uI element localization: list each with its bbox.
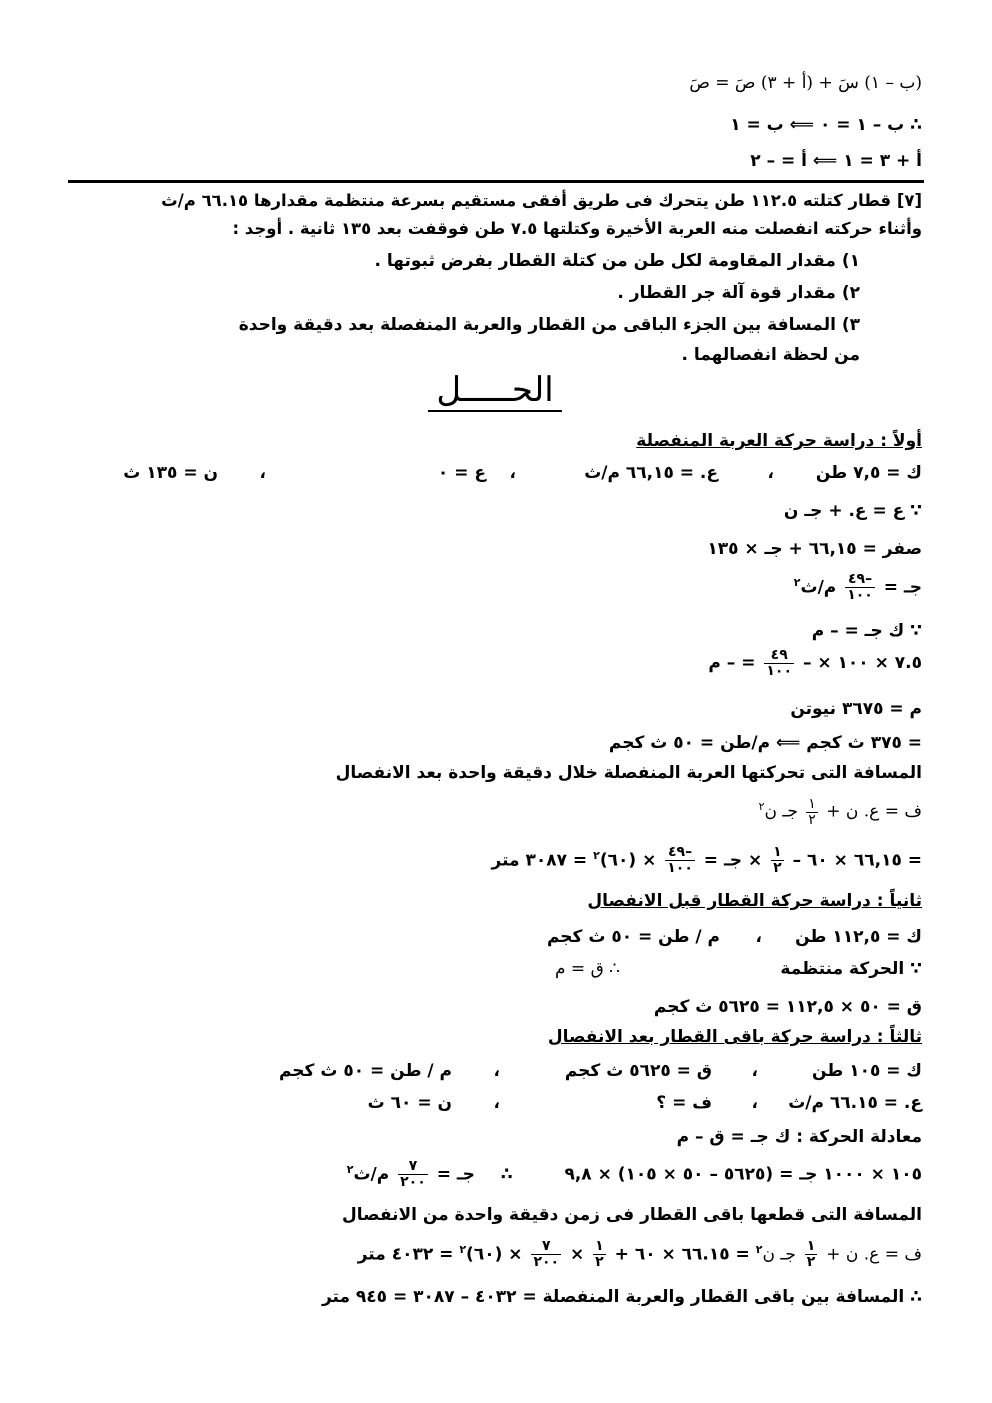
p3-dist-half bbox=[805, 1239, 818, 1270]
part1-eq-newton: ∵ ك جـ = – م bbox=[811, 621, 922, 641]
p3-dist-acc bbox=[531, 1239, 561, 1270]
part1-distance-calc bbox=[492, 838, 922, 879]
part2-force: ق = ٥٠ × ١١٢,٥ = ٥٦٢٥ ث كجم bbox=[653, 997, 922, 1017]
p3-dist-half2-den: ٢ bbox=[595, 1254, 604, 1271]
part1-eq-substitution: صفر = ٦٦,١٥ + جـ × ١٣٥ bbox=[707, 539, 922, 559]
dist-calc-d: = ٣٠٨٧ متر bbox=[491, 850, 588, 871]
acc-fraction bbox=[845, 572, 875, 603]
dist-calc-sup: ٢ bbox=[593, 849, 600, 862]
part2-given-mass: ك = ١١٢,٥ طن bbox=[795, 927, 922, 947]
part3-given-time: ن = ٦٠ ث bbox=[367, 1093, 452, 1113]
part1-resistance-newton: م = ٣٦٧٥ نيوتن bbox=[790, 699, 922, 719]
final-answer: ∴ المسافة بين باقى القطار والعربة المنفصلة = ٤٠٣٢ – ٣٠٨٧ = ٩٤٥ متر bbox=[321, 1287, 922, 1307]
top-equation-1: (ب – ١) سَ + (أ + ٣) صَ = صَ bbox=[689, 73, 922, 93]
part3-given-distance: ف = ؟ bbox=[656, 1093, 712, 1113]
res-suffix: = – م bbox=[708, 653, 756, 673]
res-denominator: ١٠٠ bbox=[766, 662, 793, 679]
part1-distance-heading: المسافة التى تحركتها العربة المنفصلة خلال دقيقة واحدة بعد الانفصال bbox=[335, 763, 922, 783]
dist-formula-b: جـ ن bbox=[764, 801, 798, 822]
res-numerator: ٤٩ bbox=[764, 648, 794, 664]
part1-heading: أولاً : دراسة حركة العربة المنفصلة bbox=[636, 431, 922, 451]
dist-calc-half bbox=[771, 845, 784, 876]
dist-formula-half-num: ١ bbox=[808, 795, 816, 812]
p3-dist-a: ف = ع. ن + bbox=[826, 1244, 922, 1265]
p3-dist-d: × bbox=[570, 1244, 585, 1265]
part3-sep-3: ، bbox=[751, 1093, 758, 1113]
p3-calc-b: جـ = bbox=[436, 1164, 475, 1185]
solution-title-text: الحـــــل bbox=[428, 370, 561, 412]
dist-calc-half-den: ٢ bbox=[773, 860, 782, 877]
part3-distance-calc bbox=[358, 1232, 922, 1273]
dist-calc-acc-num: –٤٩ bbox=[665, 845, 695, 861]
acc-numerator: –٤٩ bbox=[845, 572, 875, 588]
acc-denominator: ١٠٠ bbox=[847, 587, 873, 604]
part2-therefore: ∴ ق = م bbox=[555, 959, 620, 979]
part3-sep-1: ، bbox=[751, 1061, 758, 1081]
p3-dist-acc-num: ٧ bbox=[531, 1239, 561, 1255]
p3-acc-sup: ٢ bbox=[346, 1163, 354, 1176]
part2-heading: ثانياً : دراسة حركة القطار قبل الانفصال bbox=[587, 891, 922, 911]
p3-dist-f: = ٤٠٣٢ متر bbox=[357, 1244, 454, 1265]
dist-calc-acc-den: ١٠٠ bbox=[667, 860, 693, 877]
p3-dist-sup-2: ٢ bbox=[459, 1243, 467, 1256]
part3-motion-equation: معادلة الحركة : ك جـ = ق – م bbox=[676, 1127, 922, 1147]
dist-formula-half bbox=[806, 797, 818, 828]
part3-given-velocity: ع. = ٦٦.١٥ م/ث bbox=[788, 1093, 922, 1113]
acc-prefix: جـ = bbox=[883, 577, 922, 598]
part3-acceleration-calc bbox=[347, 1152, 922, 1193]
p3-dist-sup: ٢ bbox=[755, 1243, 763, 1256]
dist-formula-sup: ٢ bbox=[758, 800, 765, 813]
part3-distance-heading: المسافة التى قطعها باقى القطار فى زمن دقيقة واحدة من الانفصال bbox=[341, 1205, 922, 1225]
dist-calc-a: = ٦٦,١٥ × ٦٠ – bbox=[792, 850, 922, 871]
part1-given-initial-velocity: ع. = ٦٦,١٥ م/ث bbox=[584, 463, 718, 483]
acc-unit: م/ث bbox=[800, 577, 837, 598]
separator-rule bbox=[68, 180, 924, 183]
part3-given-resistance: م / طن = ٥٠ ث كجم bbox=[278, 1061, 452, 1081]
p3-dist-half-den: ٢ bbox=[806, 1254, 816, 1271]
p3-dist-acc-den: ٢٠٠ bbox=[533, 1254, 560, 1271]
dist-formula-half-den: ٢ bbox=[808, 811, 816, 828]
part1-given-mass: ك = ٧,٥ طن bbox=[815, 463, 922, 483]
part1-given-time: ن = ١٣٥ ث bbox=[123, 463, 218, 483]
part3-sep-4: ، bbox=[493, 1093, 500, 1113]
dist-calc-half-num: ١ bbox=[773, 844, 782, 861]
part1-resistance-per-ton: = ٣٧٥ ث كجم ⟸ م/طن = ٥٠ ث كجم bbox=[608, 733, 922, 753]
p3-calc-therefore: ∴ bbox=[500, 1164, 513, 1185]
part1-eq-velocity: ∵ ع = ع. + جـ ن bbox=[783, 501, 922, 521]
p3-calc-a: ١٠٥ × ١٠٠٠ جـ = (٥٦٢٥ – ٥٠ × ١٠٥) × ٩,٨ bbox=[564, 1164, 922, 1185]
p3-dist-half-2 bbox=[593, 1239, 606, 1270]
p3-acc-fraction bbox=[398, 1159, 428, 1190]
part2-motion-uniform: ∵ الحركة منتظمة bbox=[780, 959, 922, 979]
dist-formula-a: ف = ع. ن + bbox=[826, 801, 922, 822]
question-2: ٢) مقدار قوة آلة جر القطار . bbox=[617, 283, 860, 303]
part1-sep-3: ، bbox=[259, 463, 266, 483]
p3-dist-half2-num: ١ bbox=[595, 1238, 604, 1255]
part3-sep-2: ، bbox=[493, 1061, 500, 1081]
part2-sep: ، bbox=[755, 927, 762, 947]
question-1: ١) مقدار المقاومة لكل طن من كتلة القطار بفرض ثبوتها . bbox=[374, 251, 860, 271]
part3-given-force: ق = ٥٦٢٥ ث كجم bbox=[564, 1061, 712, 1081]
p3-dist-half-num: ١ bbox=[806, 1238, 816, 1255]
question-3b: من لحظة انفصالهما . bbox=[681, 345, 860, 365]
top-equation-2: ∴ ب – ١ = ٠ ⟸ ب = ١ bbox=[730, 115, 922, 135]
part1-given-final-velocity: ع = ٠ bbox=[437, 463, 486, 483]
problem-line-2: وأثناء حركته انفصلت منه العربة الأخيرة وكتلتها ٧.٥ طن فوقفت بعد ١٣٥ ثانية . أوجد : bbox=[232, 219, 922, 238]
part1-eq-acceleration bbox=[794, 566, 922, 605]
part1-sep-2: ، bbox=[509, 463, 516, 483]
part3-given-mass: ك = ١٠٥ طن bbox=[811, 1061, 922, 1081]
p3-dist-c: = ٦٦.١٥ × ٦٠ + bbox=[614, 1244, 750, 1265]
part1-distance-formula bbox=[759, 790, 922, 829]
part1-eq-resistance-calc bbox=[708, 646, 922, 680]
question-3a: ٣) المسافة بين الجزء الباقى من القطار والعربة المنفصلة بعد دقيقة واحدة bbox=[238, 315, 860, 335]
part1-sep-1: ، bbox=[767, 463, 774, 483]
p3-acc-num: ٧ bbox=[398, 1159, 428, 1175]
dist-calc-c: × (٦٠) bbox=[599, 850, 657, 871]
part3-heading: ثالثاً : دراسة حركة باقى القطار بعد الانفصال bbox=[547, 1027, 922, 1047]
part2-given-resistance: م / طن = ٥٠ ث كجم bbox=[546, 927, 720, 947]
p3-acc-unit: م/ث bbox=[353, 1164, 390, 1185]
problem-line-1: [٧] قطار كتلته ١١٢.٥ طن يتحرك فى طريق أفقى مستقيم بسرعة منتظمة مقدارها ٦٦.١٥ م/ث bbox=[161, 191, 922, 210]
p3-dist-e: × (٦٠) bbox=[466, 1244, 523, 1265]
p3-acc-den: ٢٠٠ bbox=[400, 1174, 426, 1191]
dist-calc-b: × جـ = bbox=[703, 850, 763, 871]
res-prefix: ٧.٥ × ١٠٠ × – bbox=[802, 653, 922, 673]
p3-dist-b: جـ ن bbox=[762, 1244, 796, 1265]
dist-calc-acc bbox=[665, 845, 695, 876]
solution-title bbox=[420, 370, 570, 410]
acc-unit-sup: ٢ bbox=[793, 576, 801, 589]
res-fraction bbox=[764, 648, 794, 679]
top-equation-3: أ + ٣ = ١ ⟸ أ = – ٢ bbox=[750, 151, 922, 171]
